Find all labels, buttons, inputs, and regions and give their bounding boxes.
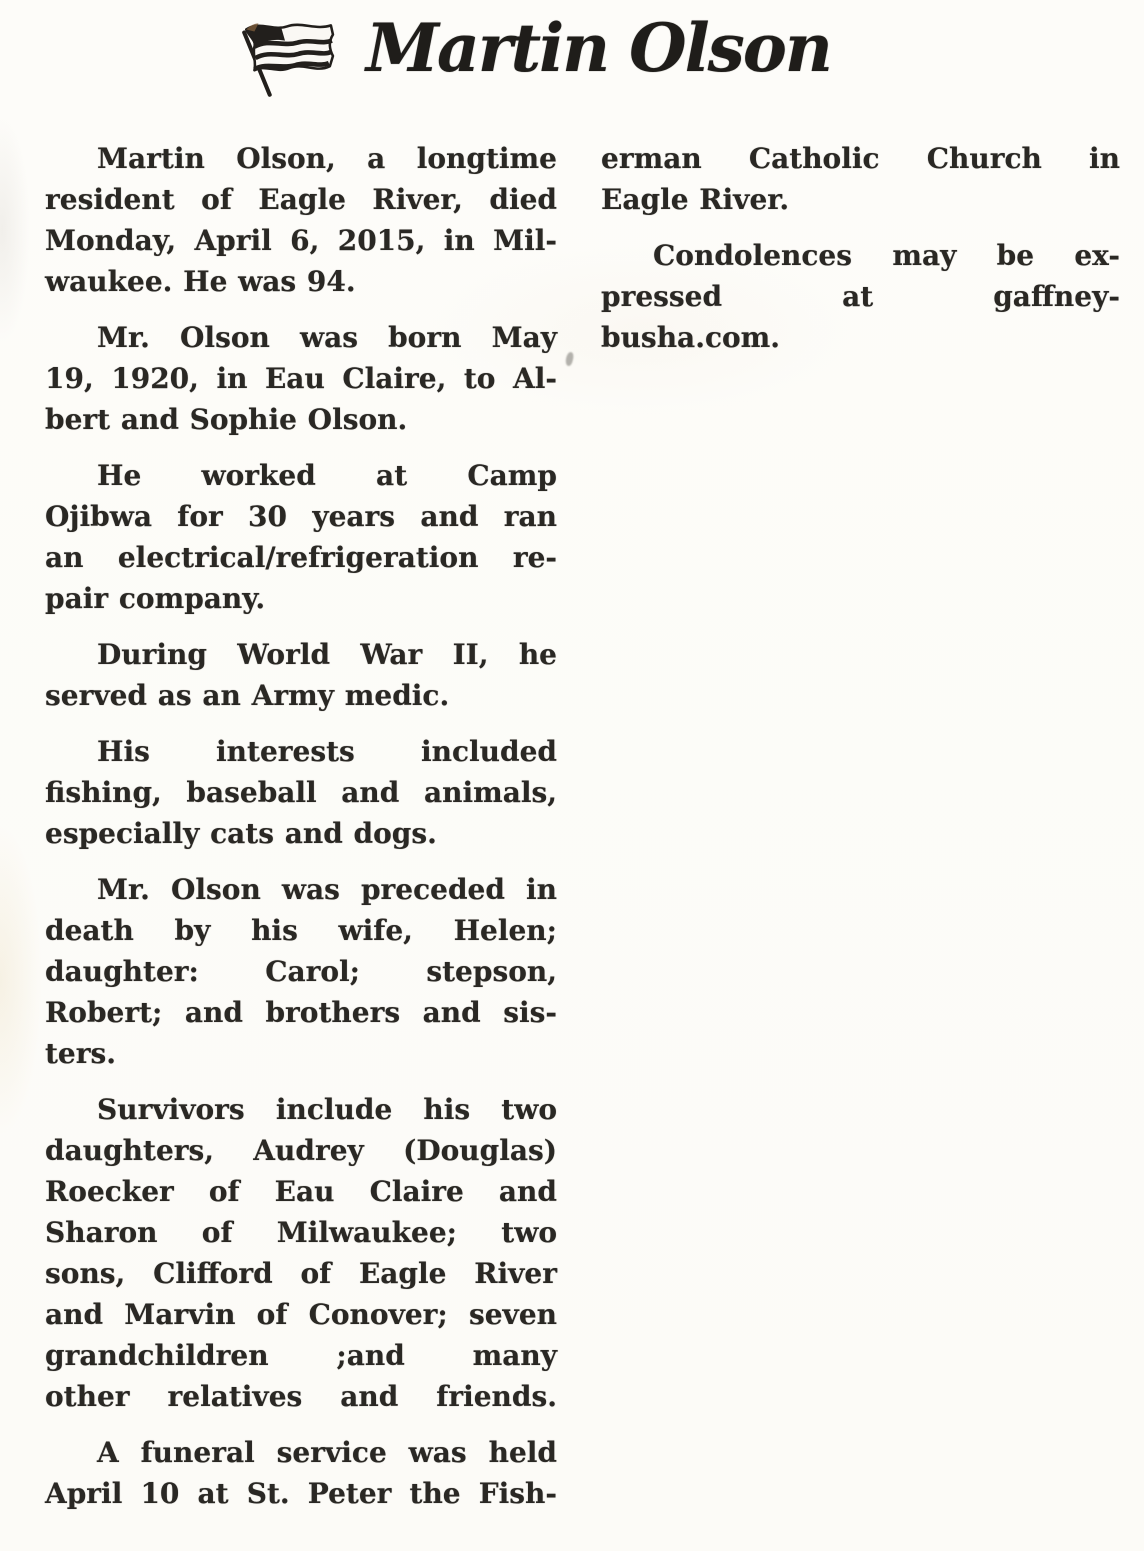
text-line: Robert; and brothers and sis- [45,996,557,1029]
text-line: Ojibwa for 30 years and ran [45,500,557,533]
scan-artifact [564,351,574,366]
paragraph [45,455,557,619]
text-line: pair company. [45,582,266,615]
text-line: During World War II, he [97,638,557,671]
text-line: other relatives and friends. [45,1380,557,1413]
text-line: ters. [45,1037,117,1070]
text-line: A funeral service was held [97,1436,557,1469]
text-line: daughters, Audrey (Douglas) [45,1134,557,1167]
text-line: fishing, baseball and animals, [45,776,557,809]
us-flag-icon [234,14,336,100]
text-line: Martin Olson, a longtime [97,142,557,175]
text-line: Roecker of Eau Claire and [45,1175,557,1208]
text-line: Monday, April 6, 2015, in Mil- [45,224,557,257]
text-line: bert and Sophie Olson. [45,403,408,436]
text-line: and Marvin of Conover; seven [45,1298,557,1331]
text-line: 19, 1920, in Eau Claire, to Al- [45,362,557,395]
text-line: Mr. Olson was born May [97,321,557,354]
text-line: waukee. He was 94. [45,265,356,298]
text-line: His interests included [97,735,557,768]
text-line: busha.com. [601,321,781,354]
paragraph [601,235,1120,358]
obituary-title: Martin Olson [366,9,831,87]
text-line: especially cats and dogs. [45,817,437,850]
text-line: resident of Eagle River, died [45,183,557,216]
text-line: daughter: Carol; stepson, [45,955,557,988]
text-line: an electrical/refrigeration re- [45,541,557,574]
text-line: death by his wife, Helen; [45,914,557,947]
text-line: Survivors include his two [97,1093,557,1126]
text-line: served as an Army medic. [45,679,450,712]
paragraph [45,731,557,854]
paragraph [45,869,557,1074]
obituary-header [0,0,1144,120]
text-line: April 10 at St. Peter the Fish- [45,1477,557,1510]
text-line: He worked at Camp [97,459,557,492]
text-line: Sharon of Milwaukee; two [45,1216,557,1249]
paragraph [45,1089,557,1417]
text-line: sons, Clifford of Eagle River [45,1257,557,1290]
text-line: erman Catholic Church in [601,142,1120,175]
text-line: Mr. Olson was preceded in [97,873,557,906]
text-line: pressed at gaffney- [601,280,1120,313]
left-column [45,138,557,1514]
paragraph [601,138,1120,220]
paragraph [45,138,557,302]
text-line: Eagle River. [601,183,790,216]
right-column [601,138,1120,358]
text-line: grandchildren ;and many [45,1339,557,1372]
paragraph [45,317,557,440]
text-line: Condolences may be ex- [653,239,1120,272]
paragraph [45,634,557,716]
paragraph [45,1432,557,1514]
